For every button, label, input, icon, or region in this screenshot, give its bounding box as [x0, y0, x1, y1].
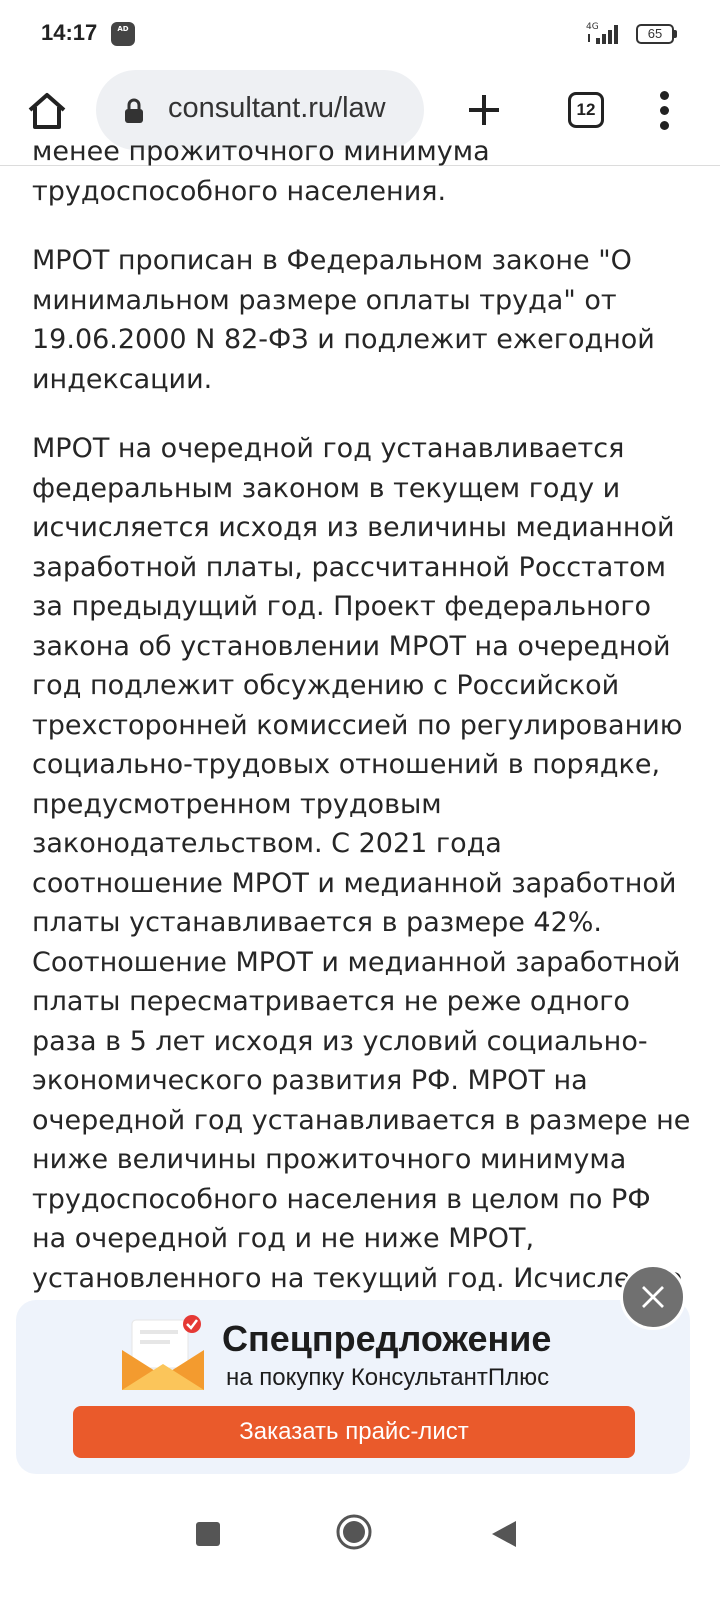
adblock-label: AD — [117, 25, 129, 33]
banner-title: Спецпредложение — [222, 1318, 552, 1359]
partial-line: менее прожиточного минимума — [32, 136, 490, 167]
new-tab-icon[interactable] — [466, 92, 502, 128]
status-bar — [0, 0, 720, 70]
back-icon[interactable] — [490, 1519, 518, 1549]
article-viewport — [0, 136, 720, 1300]
battery-level: 65 — [636, 24, 674, 44]
article-paragraph-2: МРОТ на очередной год устанавливается федеральным законом в текущем году и исчисляется исходя из величины медианной заработной платы, рассчитанной Росстатом за предыдущий год. Проект федерального закона об установлении МРОТ на очередной год подлежит обсуждению с Российской трехсторонней комиссией по регулированию социально-трудовых отношений в порядке, предусмотренном трудовым законодательством. С 2021 года соотношение МРОТ и медианной заработной платы устанавливается в размере 42%. Соотношение МРОТ и медианной заработной платы пересматривается не реже одного раза в 5 лет исходя из условий социально-экономического развития РФ. МРОТ на очередной год устанавливается в размере не ниже величины прожиточного минимума трудоспособного населения в целом по РФ на очередной год и не ниже МРОТ, установленного на текущий год. Исчисление — [32, 433, 691, 1294]
paragraph-0-end: трудоспособного населения. — [32, 175, 447, 207]
home-icon[interactable] — [26, 90, 68, 132]
tab-switcher-button[interactable]: 12 — [568, 92, 604, 128]
system-nav-bar — [0, 1474, 720, 1600]
url-text: consultant.ru/law — [168, 92, 386, 124]
order-price-list-button[interactable]: Заказать прайс-лист — [73, 1406, 635, 1458]
envelope-icon — [118, 1314, 208, 1394]
adblock-icon — [111, 22, 135, 46]
nav-home-icon[interactable] — [334, 1512, 374, 1552]
battery-icon — [636, 24, 678, 44]
recent-apps-icon[interactable] — [196, 1522, 220, 1546]
more-menu-icon[interactable] — [652, 88, 676, 132]
article — [32, 132, 692, 1328]
network-label: 4G — [586, 22, 599, 32]
lock-icon — [124, 98, 144, 124]
promo-banner[interactable] — [16, 1300, 690, 1474]
article-paragraph-1: МРОТ прописан в Федеральном законе "О минимальном размере оплаты труда" от 19.06.2000 N 82-ФЗ и подлежит ежегодной индексации. — [32, 245, 655, 395]
signal-icon — [586, 20, 626, 46]
status-time: 14:17 — [41, 20, 98, 45]
article-paragraph-0 — [32, 132, 692, 211]
banner-subtitle: на покупку КонсультантПлюс — [226, 1364, 550, 1391]
close-banner-icon[interactable] — [620, 1264, 686, 1330]
